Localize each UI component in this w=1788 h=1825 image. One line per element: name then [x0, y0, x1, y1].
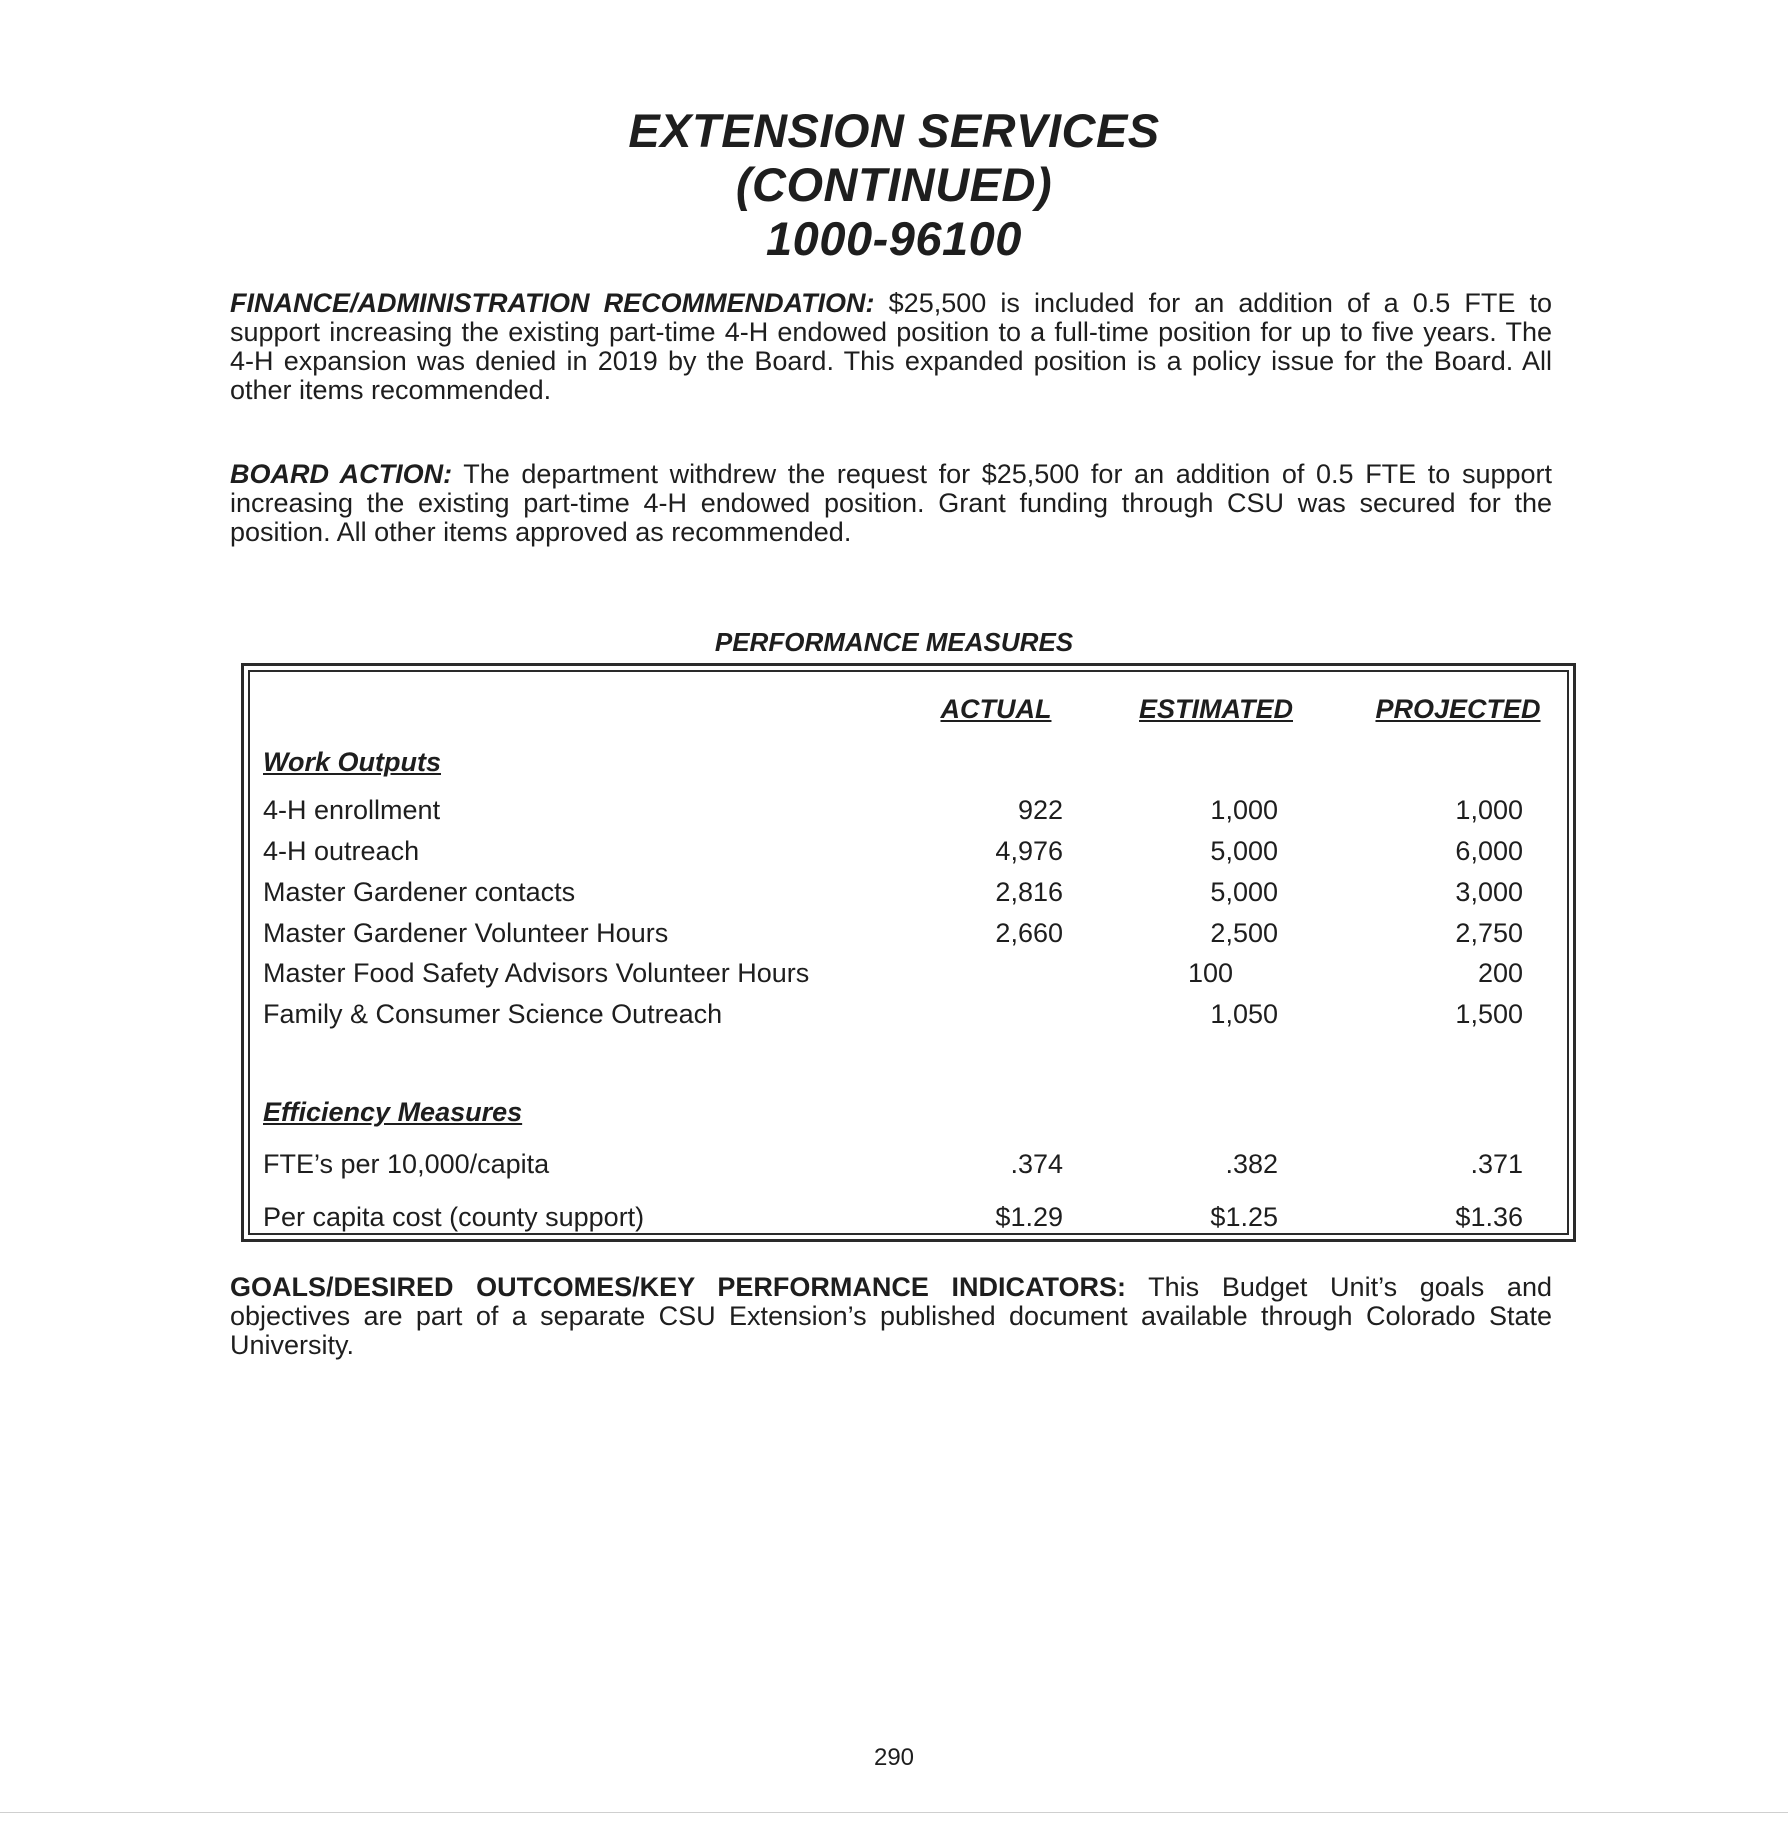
- projected-value: 1,000: [1455, 795, 1523, 825]
- row-label: 4-H outreach: [263, 836, 420, 866]
- table-row: [263, 955, 1563, 991]
- goals-paragraph: [230, 1273, 1552, 1360]
- table-row: [263, 996, 1563, 1032]
- estimated-value: 5,000: [1210, 877, 1278, 907]
- row-label: Master Gardener Volunteer Hours: [263, 918, 669, 948]
- row-label: Per capita cost (county support): [263, 1202, 645, 1232]
- projected-value: 3,000: [1455, 877, 1523, 907]
- projected-value: 1,500: [1455, 999, 1523, 1029]
- table-row: [263, 874, 1563, 910]
- efficiency-measures-label: Efficiency Measures: [263, 1097, 523, 1127]
- column-header-estimated: ESTIMATED: [1139, 694, 1293, 724]
- title-line-3: 1000-96100: [766, 212, 1022, 265]
- actual-value: $1.29: [995, 1202, 1063, 1232]
- performance-measures-table-inner: [248, 670, 1569, 1235]
- row-label: Family & Consumer Science Outreach: [263, 999, 723, 1029]
- scan-bottom-edge: [0, 1812, 1788, 1813]
- row-label: 4-H enrollment: [263, 795, 441, 825]
- finance-recommendation-text: $25,500 is included for an addition of a 0.5 FTE to support increasing the existing part-time 4-H endowed position to a full-time position for up to five years. The 4-H expansion was denied in 2019 by the Board. This expanded position is a policy issue for the Board. All other items recommended.: [230, 288, 1552, 405]
- performance-measures-heading: PERFORMANCE MEASURES: [714, 627, 1074, 657]
- actual-value: 922: [1017, 795, 1063, 825]
- actual-value: 2,816: [995, 877, 1063, 907]
- estimated-value: 1,000: [1210, 795, 1278, 825]
- estimated-value: 2,500: [1210, 918, 1278, 948]
- projected-value: .371: [1470, 1149, 1523, 1179]
- work-outputs-label: Work Outputs: [263, 747, 441, 777]
- actual-value: .374: [1010, 1149, 1063, 1179]
- estimated-value: 5,000: [1210, 836, 1278, 866]
- table-row: [263, 1146, 1563, 1182]
- table-row: [263, 792, 1563, 828]
- finance-recommendation-paragraph: [230, 289, 1552, 405]
- estimated-value: $1.25: [1210, 1202, 1278, 1232]
- estimated-value: .382: [1225, 1149, 1278, 1179]
- estimated-value: 100: [1187, 958, 1234, 988]
- goals-label: GOALS/DESIRED OUTCOMES/KEY PERFORMANCE INDICATORS:: [230, 1272, 1127, 1302]
- title-line-1: EXTENSION SERVICES: [628, 104, 1160, 157]
- projected-value: $1.36: [1455, 1202, 1523, 1232]
- finance-recommendation-label: FINANCE/ADMINISTRATION RECOMMENDATION:: [230, 288, 875, 318]
- projected-value: 6,000: [1455, 836, 1523, 866]
- row-label: Master Food Safety Advisors Volunteer Hours: [263, 958, 810, 988]
- page-number: 290: [873, 1744, 915, 1771]
- board-action-paragraph: [230, 460, 1552, 547]
- title-line-2: (CONTINUED): [735, 158, 1053, 211]
- performance-measures-table: [241, 663, 1576, 1242]
- actual-value: 2,660: [995, 918, 1063, 948]
- table-row: [263, 1199, 1563, 1235]
- projected-value: 200: [1477, 958, 1523, 988]
- board-action-text: The department withdrew the request for $25,500 for an addition of 0.5 FTE to support increasing the existing part-time 4-H endowed position. Grant funding through CSU was secured for the position. All other items approved as recommended.: [230, 459, 1552, 547]
- row-label: FTE’s per 10,000/capita: [263, 1149, 550, 1179]
- goals-text: This Budget Unit’s goals and objectives are part of a separate CSU Extension’s published document available through Colorado State University.: [230, 1272, 1552, 1360]
- estimated-value: 1,050: [1210, 999, 1278, 1029]
- page-title: [0, 104, 1788, 266]
- column-header-actual: ACTUAL: [940, 694, 1052, 724]
- column-header-projected: PROJECTED: [1375, 694, 1541, 724]
- table-row: [263, 833, 1563, 869]
- board-action-label: BOARD ACTION:: [230, 459, 453, 489]
- table-row: [263, 915, 1563, 951]
- actual-value: 4,976: [995, 836, 1063, 866]
- row-label: Master Gardener contacts: [263, 877, 576, 907]
- projected-value: 2,750: [1455, 918, 1523, 948]
